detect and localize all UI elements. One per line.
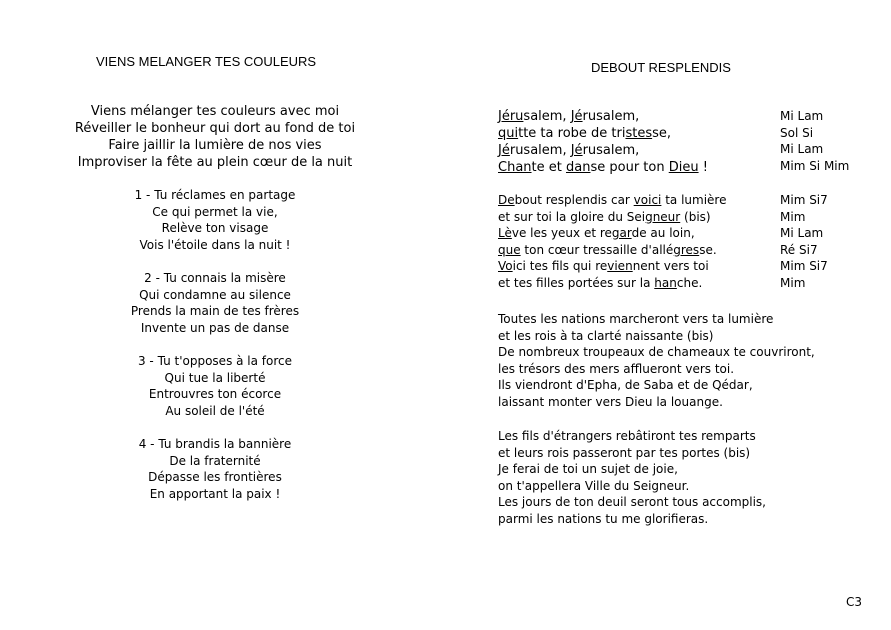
underlined-syllable: stes [625, 126, 653, 141]
text-segment: se, [652, 126, 672, 141]
verse-line: les trésors des mers afflueront vers toi. [498, 361, 735, 376]
text-segment: che. [676, 275, 703, 290]
verse-line: Ils viendront d'Epha, de Saba et de Qédar, [498, 378, 753, 392]
verse-line [498, 275, 726, 292]
verse-line: on t'appellera Ville du Seigneur. [498, 478, 690, 493]
verse-line [498, 258, 726, 275]
text-segment: et tes filles portées sur la [498, 275, 655, 290]
stanza-1 [55, 187, 375, 253]
stanza-line: Au soleil de l'été [165, 403, 265, 418]
stanza-2 [55, 270, 375, 336]
underlined-syllable: Jé [498, 143, 510, 158]
verse-2 [498, 311, 815, 410]
verse-line [498, 125, 708, 142]
stanza-line: Prends la main de tes frères [130, 304, 300, 318]
right-refrain [498, 108, 708, 176]
verse-line [498, 242, 726, 259]
underlined-syllable: Lè [498, 226, 512, 240]
chord-line: Sol Si [780, 125, 814, 140]
verse-line [498, 192, 726, 209]
verse-line [498, 209, 726, 226]
text-segment: rusalem, [582, 143, 640, 158]
chord-line: Ré Si7 [780, 242, 818, 257]
text-segment: ton cœur tressaille d'allé [520, 242, 674, 257]
text-segment: se pour ton [590, 160, 669, 175]
underlined-syllable: gneur [645, 209, 681, 224]
underlined-syllable: Jé [570, 109, 583, 124]
verse-line: Toutes les nations marcheront vers ta lumière [498, 312, 774, 326]
text-segment: ici tes fils qui re [512, 259, 608, 273]
chord-line: Mi Lam [780, 142, 824, 156]
underlined-syllable: vien [607, 259, 633, 273]
stanza-line: Dépasse les frontières [148, 470, 282, 484]
stanza-line: 1 - Tu réclames en partage [134, 188, 296, 202]
page-label: C3 [846, 595, 863, 609]
verse-3 [498, 428, 766, 527]
left-refrain-line: Viens mélanger tes couleurs avec moi [90, 104, 340, 119]
text-segment: (bis) [680, 209, 711, 224]
stanza-line: De la fraternité [169, 453, 261, 468]
text-segment: rusalem, [582, 109, 640, 124]
stanza-line: 3 - Tu t'opposes à la force [137, 354, 293, 368]
chord-line: Mim Si7 [780, 193, 828, 207]
underlined-syllable: gres [673, 242, 700, 257]
stanza-3 [55, 353, 375, 419]
verse-line: laissant monter vers Dieu la louange. [498, 394, 723, 409]
underlined-syllable: qui [498, 126, 519, 141]
verse-line: parmi les nations tu me glorifieras. [498, 511, 709, 526]
stanza-line: 4 - Tu brandis la bannière [138, 437, 292, 451]
underlined-syllable: Jé [570, 143, 583, 158]
underlined-syllable: Dieu [668, 160, 699, 175]
stanza-line: Qui condamne au silence [139, 287, 291, 302]
stanza-line: Ce qui permet la vie, [152, 204, 278, 219]
verse-line: et les rois à ta clarté naissante (bis) [498, 328, 714, 343]
text-segment: salem, [523, 109, 571, 124]
text-segment: rusalem, [509, 143, 571, 158]
left-refrain [55, 103, 375, 171]
left-refrain-line: Réveiller le bonheur qui dort au fond de toi [74, 121, 356, 136]
underlined-syllable: han [654, 275, 677, 290]
chord-line: Mim [780, 275, 806, 290]
stanza-4 [55, 436, 375, 502]
chord-line: Mim [780, 209, 806, 224]
verse-line: Les jours de ton deuil seront tous accomplis, [498, 495, 766, 509]
verse-line: et leurs rois passeront par tes portes (bis) [498, 445, 751, 460]
text-segment: de au loin, [631, 226, 695, 240]
verse-line [498, 142, 708, 159]
left-stanzas [55, 187, 375, 519]
verse-1-chords [780, 192, 828, 291]
underlined-syllable: gar [611, 226, 632, 240]
underlined-syllable: dan [566, 160, 591, 175]
stanza-line: Invente un pas de danse [140, 320, 290, 335]
refrain-chords [780, 108, 849, 174]
stanza-line: Entrouvres ton écorce [148, 387, 282, 401]
left-refrain-line: Improviser la fête au plein cœur de la nuit [77, 155, 353, 170]
left-song-title: VIENS MELANGER TES COULEURS [96, 54, 317, 69]
underlined-syllable: Jéru [498, 109, 524, 124]
verse-1 [498, 192, 726, 291]
text-segment: et sur toi la gloire du Sei [498, 209, 646, 224]
text-segment: se. [699, 242, 717, 257]
left-refrain-line: Faire jaillir la lumière de nos vies [108, 138, 322, 153]
verse-line [498, 225, 726, 242]
text-segment: ve les yeux et re [511, 226, 612, 240]
underlined-syllable: Vo [498, 259, 513, 273]
underlined-syllable: que [498, 242, 521, 257]
text-segment: nent vers toi [632, 259, 709, 273]
stanza-line: Relève ton visage [161, 221, 269, 235]
stanza-line: En apportant la paix ! [149, 486, 281, 501]
verse-line: De nombreux troupeaux de chameaux te couvriront, [498, 345, 815, 359]
underlined-syllable: Chan [498, 160, 532, 175]
underlined-syllable: De [498, 193, 515, 207]
underlined-syllable: voici [633, 193, 662, 207]
stanza-line: Qui tue la liberté [164, 370, 266, 385]
text-segment: te et [531, 160, 566, 175]
text-segment: bout resplendis car [514, 193, 634, 207]
verse-line: Les fils d'étrangers rebâtiront tes remparts [498, 429, 756, 443]
chord-line: Mim Si Mim [780, 158, 850, 173]
chord-line: Mi Lam [780, 226, 824, 240]
text-segment: tte ta robe de tri [518, 126, 626, 141]
verse-line: Je ferai de toi un sujet de joie, [498, 462, 678, 476]
stanza-line: 2 - Tu connais la misère [144, 271, 286, 285]
verse-line [498, 108, 708, 125]
chord-line: Mim Si7 [780, 259, 828, 273]
verse-line [498, 159, 708, 176]
right-song-title: DEBOUT RESPLENDIS [591, 60, 731, 75]
stanza-line: Vois l'étoile dans la nuit ! [139, 237, 291, 252]
text-segment: ta lumière [661, 193, 727, 207]
chord-line: Mi Lam [780, 109, 824, 123]
text-segment: ! [698, 160, 708, 175]
